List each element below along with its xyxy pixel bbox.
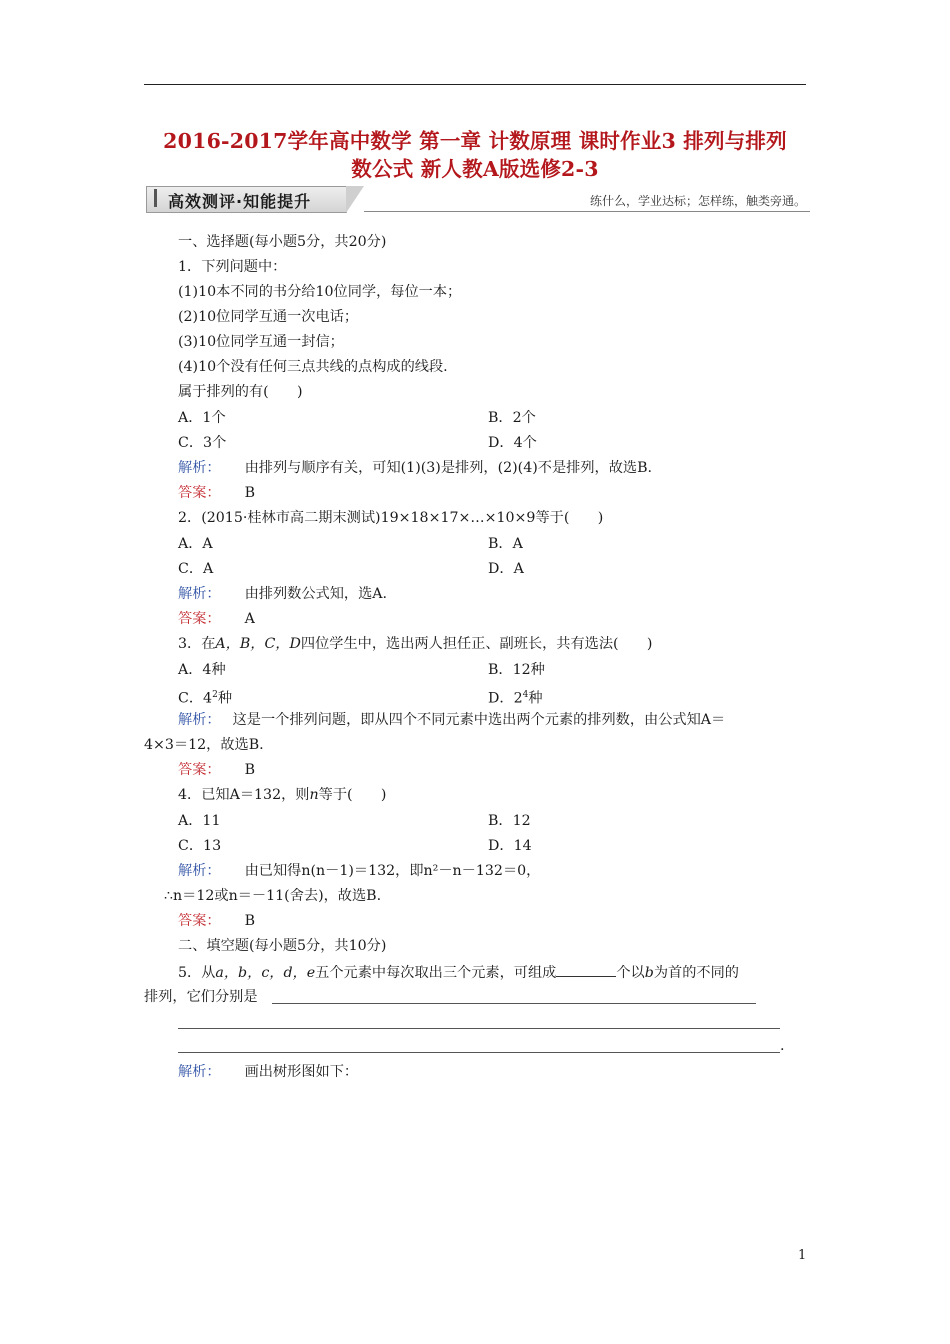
q5-stem-mid2: 个以 <box>616 965 645 981</box>
q5-blank-count <box>556 962 616 977</box>
q4-option-b: B．12 <box>488 813 531 829</box>
q1-answer-value: B <box>244 485 256 501</box>
q4-option-a: A．11 <box>178 813 221 829</box>
q3-option-d-base: D．2 <box>488 690 523 707</box>
q3-option-c-base: C．4 <box>178 690 213 707</box>
q5-period: . <box>780 1038 785 1054</box>
banner-slogan: 练什么，学业达标；怎样练，触类旁通。 <box>589 194 806 208</box>
q5-stem-vars: a，b，c，d，e <box>215 965 316 981</box>
q5-stem-mid: 五个元素中每次取出三个元素，可组成 <box>315 965 557 981</box>
q1-item-3: (3)10位同学互通一封信； <box>178 334 344 350</box>
page-number: 1 <box>798 1248 807 1263</box>
q3-analysis <box>178 711 725 729</box>
q1-item-1: (1)10本不同的书分给10位同学，每位一本； <box>178 284 462 300</box>
answer-label: 答案： <box>178 611 221 627</box>
q4-answer <box>178 912 255 930</box>
q5-blank-line-2 <box>178 1028 780 1029</box>
q4-analysis <box>178 862 540 880</box>
q1-analysis-text: 由排列与顺序有关，可知(1)(3)是排列，(2)(4)不是排列，故选B. <box>244 460 653 476</box>
q5-analysis <box>178 1063 358 1081</box>
q3-option-c <box>178 686 232 708</box>
q2-option-a: A．A <box>178 536 213 552</box>
q5-blank-line-1 <box>272 1003 756 1004</box>
q3-option-c-exp: 2 <box>212 690 218 700</box>
q3-stem-pre: 3．在 <box>178 636 216 652</box>
q5-stem-var-b: b <box>644 965 654 981</box>
q2-stem: 2．(2015·桂林市高二期末测试)19×18×17×…×10×9等于( ) <box>178 510 604 526</box>
q2-answer <box>178 610 255 628</box>
q5-stem-post: 为首的不同的 <box>653 965 739 981</box>
q2-option-d: D．A <box>488 561 524 577</box>
banner-tab-slope <box>346 186 364 213</box>
q3-analysis-text-2: 4×3＝12，故选B. <box>144 737 264 753</box>
document-title-line1: 2016-2017学年高中数学 第一章 计数原理 课时作业3 排列与排列 <box>163 129 787 153</box>
q3-option-b: B．12种 <box>488 662 545 678</box>
q1-ask: 属于排列的有( ) <box>178 384 303 400</box>
q4-stem-var: n <box>309 787 319 803</box>
q5-stem <box>178 962 739 982</box>
q5-analysis-text: 画出树形图如下： <box>244 1064 359 1080</box>
q4-stem-pre: 4．已知A＝132，则 <box>178 787 310 803</box>
q3-option-d-exp: 4 <box>522 690 529 700</box>
q1-stem: 1．下列问题中： <box>178 259 287 275</box>
banner-mark <box>154 189 157 207</box>
q5-blank-line-3 <box>178 1052 780 1053</box>
q2-answer-value: A <box>244 611 255 627</box>
q1-option-c: C．3个 <box>178 435 227 451</box>
q4-option-d: D．14 <box>488 838 532 854</box>
q1-option-b: B．2个 <box>488 410 536 426</box>
q4-option-c: C．13 <box>178 838 222 854</box>
top-rule <box>144 84 806 85</box>
q4-analysis-text-1: 由已知得n(n－1)＝132，即n²－n－132＝0， <box>244 863 541 879</box>
q5-stem-pre: 5．从 <box>178 965 216 981</box>
analysis-label: 解析： <box>178 586 221 602</box>
analysis-label: 解析： <box>178 863 221 879</box>
q2-analysis <box>178 585 387 603</box>
section2-heading: 二、填空题(每小题5分，共10分) <box>178 938 387 954</box>
analysis-label: 解析： <box>178 712 221 728</box>
q3-option-d-tail: 种 <box>528 690 543 707</box>
q1-option-d: D．4个 <box>488 435 537 451</box>
q5-stem-line2: 排列，它们分别是 <box>144 989 258 1005</box>
q4-analysis-text-2: ∴n＝12或n＝－11(舍去)，故选B. <box>164 888 382 904</box>
q2-option-c: C．A <box>178 561 214 577</box>
q3-option-c-tail: 种 <box>217 690 233 707</box>
q4-stem-post: 等于( ) <box>318 787 387 803</box>
q3-option-a: A．4种 <box>178 662 226 678</box>
q2-option-b: B．A <box>488 536 523 552</box>
q3-option-d <box>488 686 543 708</box>
answer-label: 答案： <box>178 762 221 778</box>
q3-stem <box>178 635 652 653</box>
q1-option-a: A．1个 <box>178 410 226 426</box>
q3-answer <box>178 761 255 779</box>
document-title-line2: 数公式 新人教A版选修2-3 <box>351 157 599 181</box>
q3-stem-vars: A，B，C，D <box>215 636 301 652</box>
q3-answer-value: B <box>244 762 256 778</box>
analysis-label: 解析： <box>178 460 221 476</box>
q1-analysis <box>178 459 652 477</box>
banner-tab-label: 高效测评·知能提升 <box>168 192 312 211</box>
q3-analysis-text-1: 这是一个排列问题，即从四个不同元素中选出两个元素的排列数，由公式知A＝ <box>232 712 726 728</box>
q4-stem <box>178 786 386 804</box>
banner-rule <box>364 211 810 212</box>
answer-label: 答案： <box>178 913 221 929</box>
q2-analysis-text: 由排列数公式知，选A. <box>244 586 388 602</box>
section1-heading: 一、选择题(每小题5分，共20分) <box>178 234 387 250</box>
q1-item-2: (2)10位同学互通一次电话； <box>178 309 359 325</box>
section-banner <box>146 184 810 214</box>
q3-stem-post: 四位学生中，选出两人担任正、副班长，共有选法( ) <box>300 636 653 652</box>
q1-answer <box>178 484 255 502</box>
q4-answer-value: B <box>244 913 256 929</box>
q1-item-4: (4)10个没有任何三点共线的点构成的线段. <box>178 359 448 375</box>
analysis-label: 解析： <box>178 1064 221 1080</box>
answer-label: 答案： <box>178 485 221 501</box>
